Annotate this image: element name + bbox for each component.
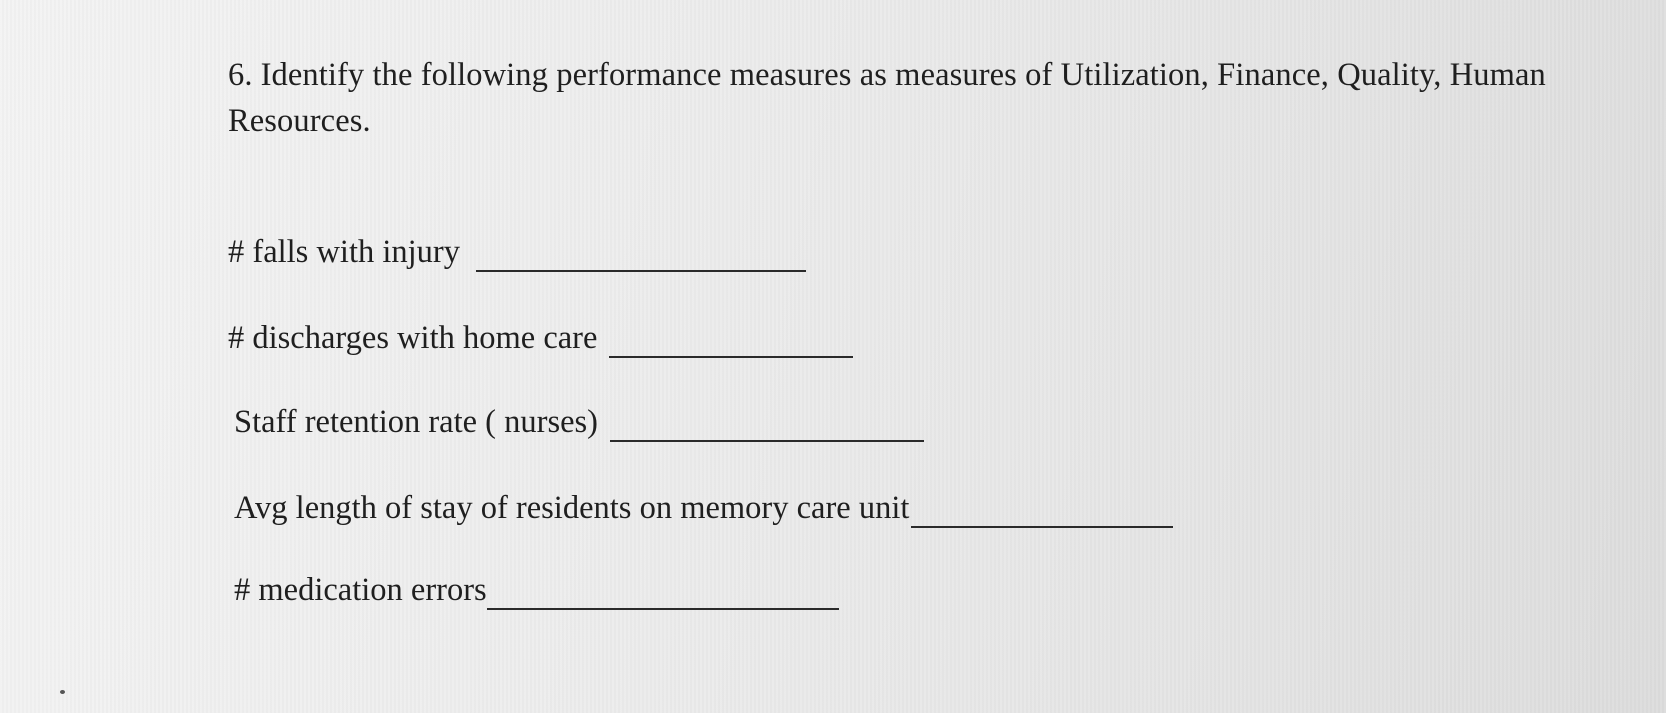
question-text: Identify the following performance measures as measures of Utilization, Finance, Quality, Human Resources. [228, 57, 1546, 139]
measure-label: # discharges with home care [228, 320, 598, 356]
measure-label: Avg length of stay of residents on memory care unit [234, 490, 910, 526]
answer-blank[interactable] [610, 410, 924, 442]
measure-item-falls [228, 232, 806, 272]
measure-item-discharges [228, 318, 853, 358]
measure-label: # falls with injury [228, 234, 460, 270]
answer-blank[interactable] [476, 240, 806, 272]
answer-blank[interactable] [911, 496, 1173, 528]
question-number: 6. [228, 57, 253, 93]
answer-blank[interactable] [487, 578, 839, 610]
measure-item-medication-errors [234, 570, 839, 610]
question-prompt [228, 52, 1648, 144]
paper-speck [60, 690, 65, 694]
measure-label: Staff retention rate ( nurses) [234, 404, 598, 440]
measure-label: # medication errors [234, 572, 487, 608]
measure-item-staff-retention [234, 402, 924, 442]
answer-blank[interactable] [609, 326, 853, 358]
measure-item-length-of-stay [234, 488, 1173, 528]
